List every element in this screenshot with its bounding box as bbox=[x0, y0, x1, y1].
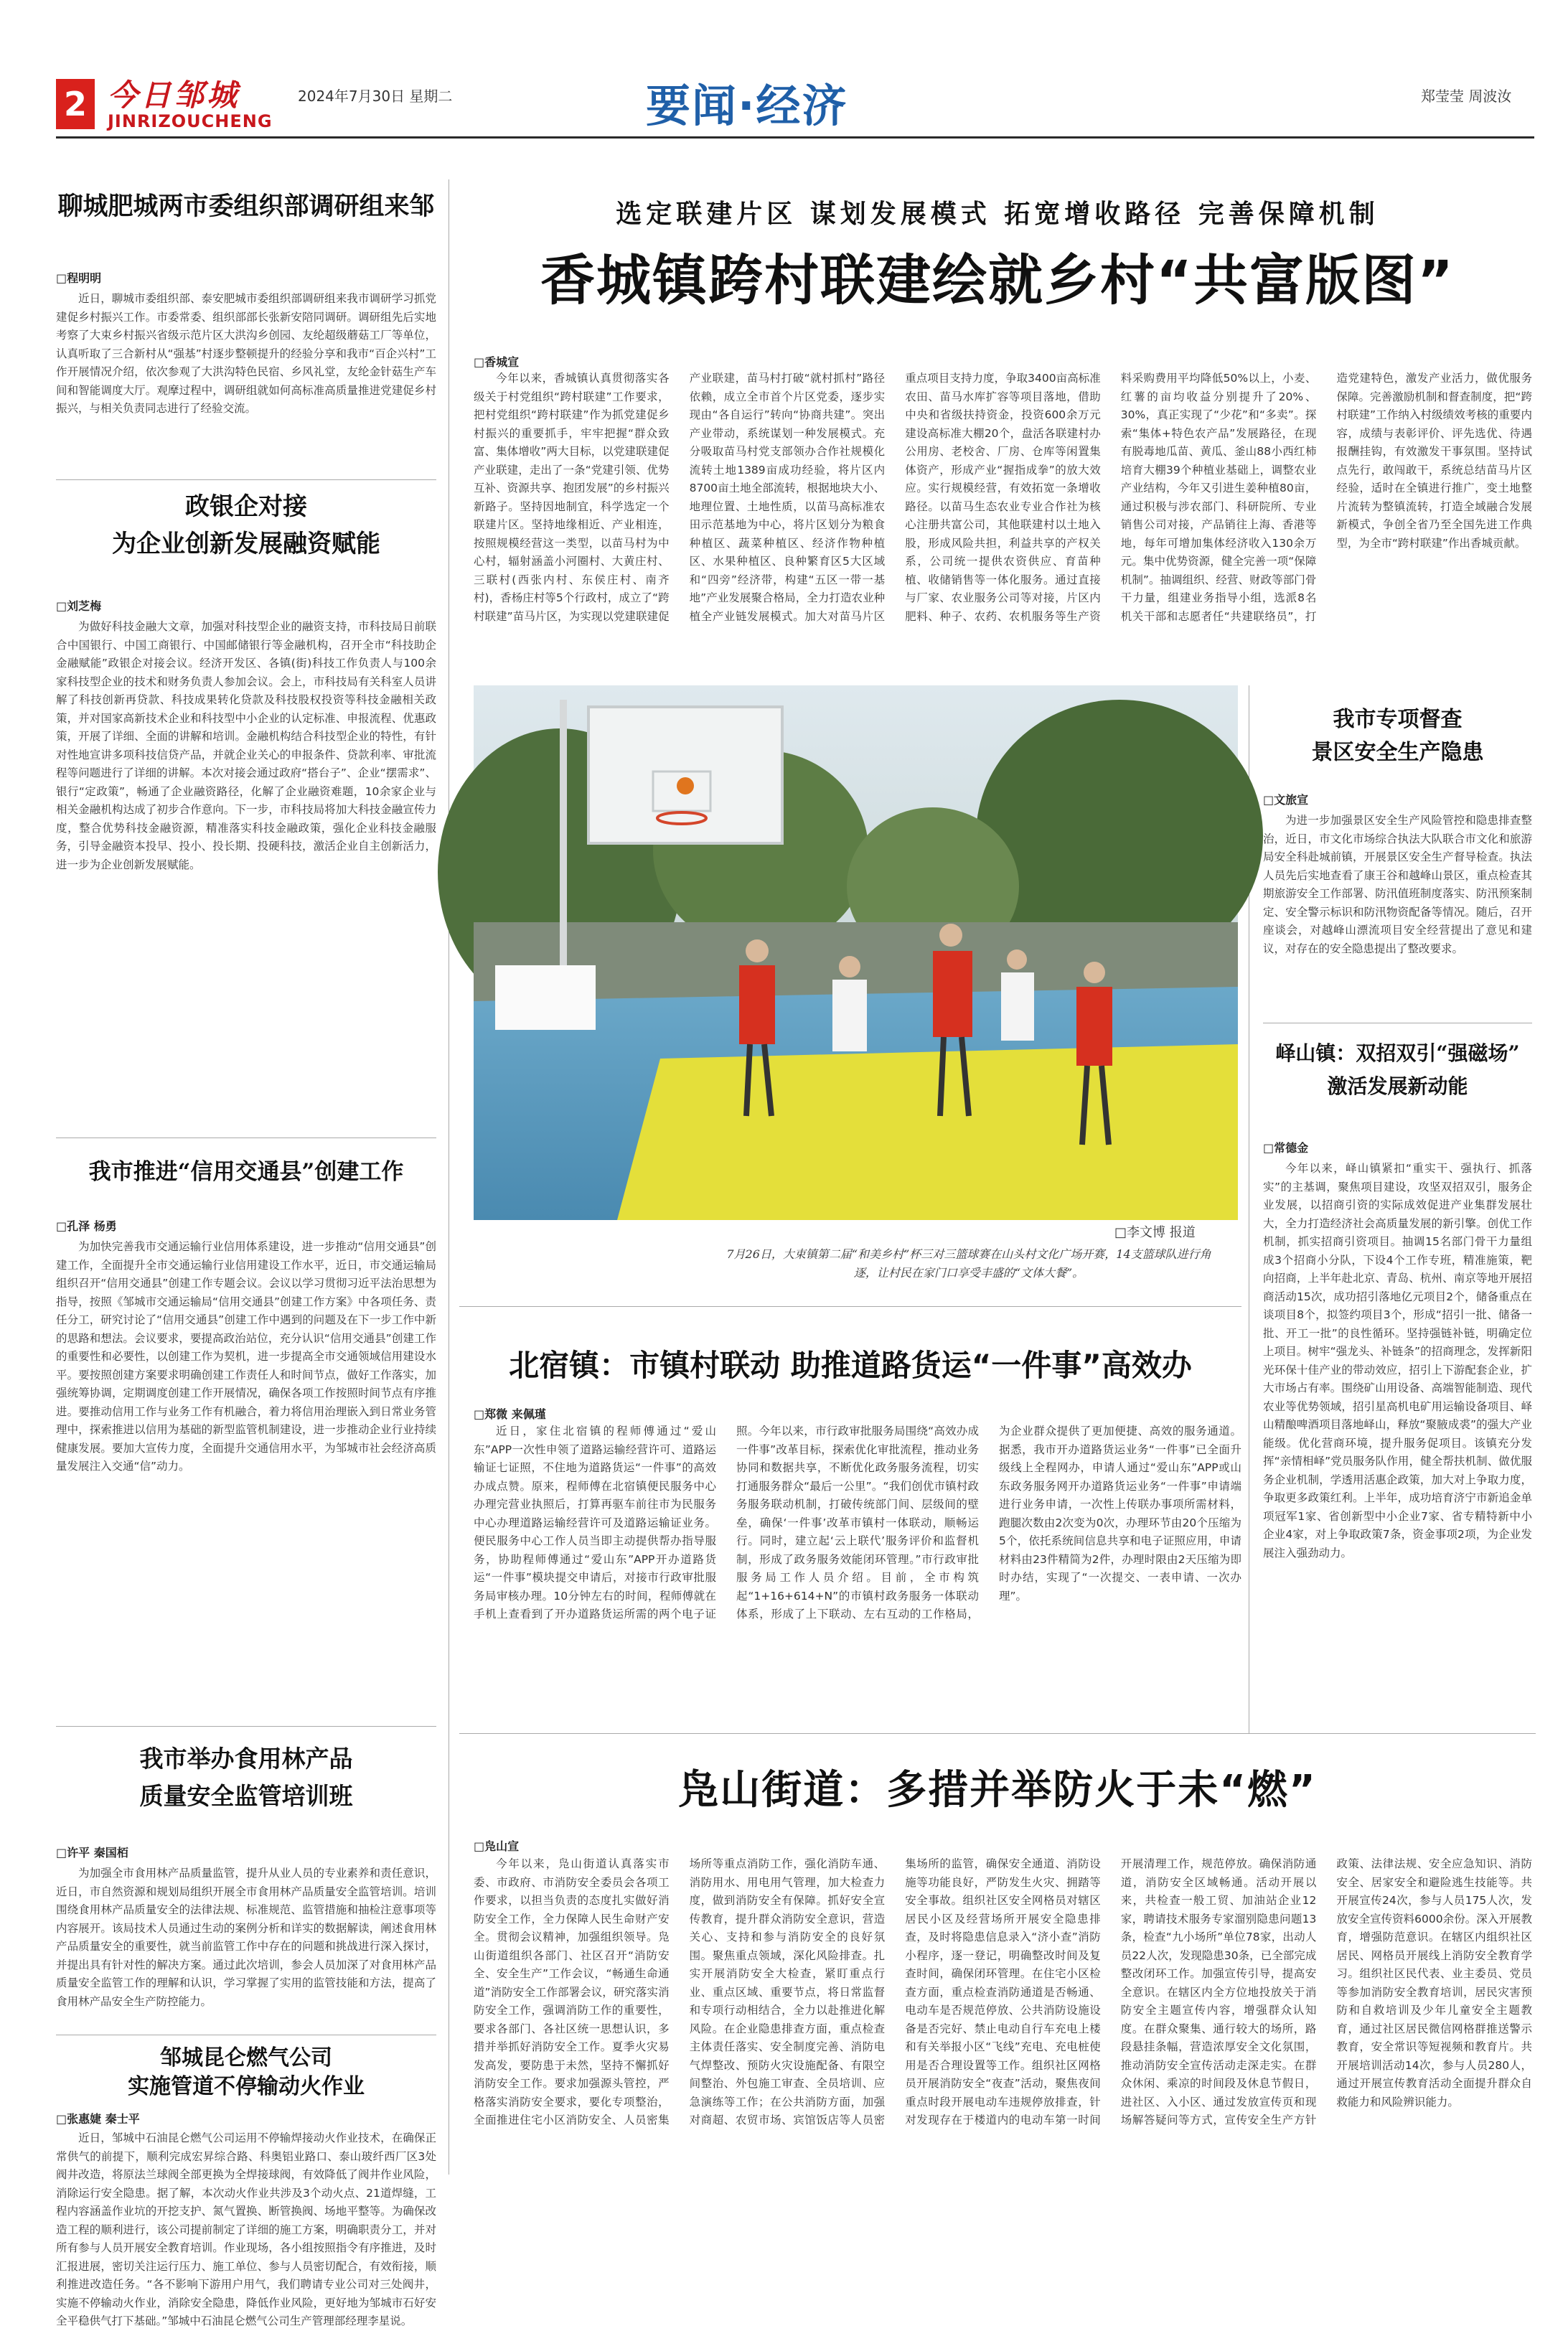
article-body: 近日，邹城中石油昆仑燃气公司运用不停输焊接动火作业技术，在确保正常供气的前提下，顺利完成宏昇综合路、科奥铝业路口、泰山玻纤西厂区3处阀井改造，将原法兰球阀全部更换为全焊接球阀，有效降低了阀井作业风险，消除运行安全隐患。据了解，本次动火作业共涉及3个动火点、21道焊缝，工程内容涵盖作业坑的开挖支护、氮气置换、断管换阀、场地平整等。为确保改造工程的顺利进行，该公司提前制定了详细的施工方案，明确职责分工，并对所有参与人员开展安全教育培训。作业现场，各小组按照指令有序推进，及时汇报进展，密切关注运行压力、施工单位、参与人员密切配合，有效衔接，顺利推进改造任务。“各不影响下游用户用气，我们聘请专业公司对三处阀井，实施不停输动火作业，消除安全隐患，降低作业风险，更好地为邹城市石好安全平稳供气打下基础。”邹城中石油昆仑燃气公司生产管理部经理李星说。 bbox=[56, 2131, 436, 2327]
beisu-body: 近日，家住北宿镇的程师傅通过“爱山东”APP一次性申领了道路运输经营许可、道路运输证七证照，不住地为道路货运“一件事”的高效办成点赞。原来，程师傅在北宿镇便民服务中心办理完营业执照后，打算再驱车前往市为民服务中心办理道路运输经营许可及道路运输证业务。便民服务中心工作人员当即主动提供帮办指导服务，协助程师傅通过“爱山东”APP开办道路货运“一件事”模块提交申请后，对接市行政审批服务局审核办理。10分钟左右的时间，程师傅就在手机上查看到了开办道路货运所需的两个电子证照。今年以来，市行政审批服务局围绕“高效办成一件事”改革目标，探索优化审批流程，推动业务协同和数据共享，不断优化政务服务流程，切实打通服务群众“最后一公里”。“我们创优市镇村政务服务联动机制，打破传统部门间、层级间的壁垒，确保‘一件事’改革市镇村一体联动，顺畅运行。同时，建立起‘云上联代’服务评价和监督机制，形成了政务服务效能闭环管理。”市行政审批服务局工作人员介绍。目前，全市构筑起“1+16+614+N”的市镇村政务服务一体联动体系，形成了上下联动、左右互动的工作格局，为企业群众提供了更加便捷、高效的服务通道。据悉，我市开办道路货运业务“一件事”已全面升级线上全程网办，申请人通过“爱山东”APP或山东政务服务网开办道路货运业务“一件事”申请端进行业务申请，一次性上传联办事项所需材料，跑腿次数由2次变为0次，办理环节由20个压缩为5个，依托系统间信息共享和电子证照应用，申请材料由23件精简为2件，办理时限由2天压缩为即时办结，实现了“一次提交、一表申请、一次办理”。 bbox=[474, 1425, 1241, 1621]
article-liaocheng bbox=[56, 190, 436, 489]
article-finance bbox=[56, 488, 436, 1092]
article-scenic-safety bbox=[1263, 703, 1532, 1052]
article-body: 近日，聊城市委组织部、泰安肥城市委组织部调研组来我市调研学习抓党建促乡村振兴工作。市委常委、组织部部长张新安陪同调研。调研组先后实地考察了大束乡村振兴省级示范片区大洪沟乡创园、友纶超级蘑菇工厂等单位，认真听取了三合新村从“强基”村逐步整顿提升的经验分享和我市“百企兴村”工作开展情况介绍，依次参观了大洪沟特色民宿、乡风礼堂，友纶金针菇生产车间和智能调度大厅。观摩过程中，调研组就如何高标准高质量推进党建促乡村振兴，与相关负责同志进行了经验交流。 bbox=[56, 292, 436, 415]
article-byline: □程明明 bbox=[56, 271, 102, 285]
photo-caption: 7月26日，大束镇第二届“和美乡村”杯三对三篮球赛在山头村文化广场开赛，14支篮球队进行角逐，让村民在家门口享受丰盛的“文体大餐”。 bbox=[726, 1247, 1211, 1280]
lead-kicker: 选定联建片区 谋划发展模式 拓宽增收路径 完善保障机制 bbox=[616, 199, 1379, 229]
article-credit-transport bbox=[56, 1155, 436, 1740]
article-body: 为加快完善我市交通运输行业信用体系建设，进一步推动“信用交通县”创建工作，全面提升全市交通运输行业信用建设工作水平，近日，市交通运输局组织召开“信用交通县”创建工作专题会议。会议以学习贯彻习近平法治思想为指导，按照《邹城市交通运输局“信用交通县”创建工作方案》中各项任务、责任分工，研究讨论了“信用交通县”创建工作中遇到的问题及在下一步工作中新的思路和想法。会议要求，要提高政治站位，充分认识“信用交通县”创建工作的重要性和必要性，以创建工作为契机，进一步提高全市交通领域信用建设水平。要按照创建方案要求明确创建工作责任人和时间节点，做好工作落实，加强统筹协调，定期调度创建工作开展情况，确保各项工作按照时间节点有序推进。要推动信用工作与业务工作有机融合，着力将信用治理嵌入到日常业务管理中，探索推进以信用为基础的新型监管机制建设，进一步推动企业行业持续健康发展。要加大宣传力度，全面提升交通信用水平，为邹城市社会经济高质量发展注入交通“信”动力。 bbox=[56, 1240, 436, 1473]
article-yishan bbox=[1263, 1037, 1532, 1727]
header-divider bbox=[56, 136, 1534, 139]
article-byline: □许平 秦国栢 bbox=[56, 1846, 128, 1859]
article-title: 我市推进“信用交通县”创建工作 bbox=[88, 1159, 404, 1185]
basketball-photo bbox=[474, 685, 1238, 1220]
editors: 郑莹莹 周波汝 bbox=[1421, 88, 1512, 105]
article-byline: □文旅宣 bbox=[1263, 793, 1309, 807]
fushan-title: 凫山街道：多措并举防火于未“燃” bbox=[678, 1767, 1317, 1814]
issue-date: 2024年7月30日 星期二 bbox=[298, 88, 453, 105]
article-body: 为加强全市食用林产品质量监管，提升从业人员的专业素养和责任意识，近日，市自然资源和规划局组织开展全市食用林产品质量安全监管培训。培训围绕食用林产品质量安全的法律法规、标准规范、监管措施和抽检注意事项等内容展开。该局技术人员通过生动的案例分析和详实的数据解读，阐述食用林产品质量安全的重要性，就当前监管工作中存在的问题和挑战进行深入探讨，并提出具有针对性的解决方案。通过此次培训，参会人员加深了对食用林产品质量安全监管工作的理解和认识，学习掌握了实用的监管技能和方法，提高了食用林产品安全生产防控能力。 bbox=[56, 1867, 436, 2008]
article-title: 政银企对接 为企业创新发展融资赋能 bbox=[112, 492, 380, 558]
article-body: 为进一步加强景区安全生产风险管控和隐患排查整治，近日，市文化市场综合执法大队联合市文化和旅游局安全科赴城前镇，开展景区安全生产督导检查。执法人员先后实地查看了康王谷和越峰山景区，重点检查其期旅游安全工作部署、防汛值班制度落实、防汛预案制定、安全警示标识和防汛物资配备等情况。随后，召开座谈会，对越峰山漂流项目安全经营提出了意见和建议，对存在的安全隐患提出了整改要求。 bbox=[1263, 814, 1532, 955]
article-byline: □张惠婕 秦士平 bbox=[56, 2112, 140, 2126]
page-number: 2 bbox=[56, 79, 95, 129]
lead-body: 今年以来，香城镇认真贯彻落实各级关于村党组织“跨村联建”工作要求，把村党组织“跨村联建”作为抓党建促乡村振兴的重要抓手，牢牢把握“群众致富、集体增收”两大目标，以党建联建促产业联建，走出了一条“党建引领、优势互补、资源共享、抱团发展”的乡村振兴新路子。坚持因地制宜，科学选定一个联建片区。坚持地缘相近、产业相连，按照规模经营这一类型，以苗马村为中心村，辐射涵盖小河圈村、大黄庄村、三联村(西张内村、东侯庄村、南齐村)，香杨庄村等5个行政村，成立了“跨村联建”苗马片区，为实现以党建联建促产业联建，苗马村打破“就村抓村”路径依赖，成立全市首个片区党委，逐步实现由“各自运行”转向“协商共建”。突出产业带动，系统谋划一种发展模式。充分吸取苗马村党支部领办合作社规模化流转土地1389亩成功经验，将片区内8700亩土地全部流转，根据地块大小、地理位置、土地性质，以苗马高标准农田示范基地为中心，将片区划分为粮食种植区、蔬菜种植区、经济作物种植区、水果种植区、良种繁育区5大区域和“四旁”经济带，构建“五区一带一基地”产业发展聚合格局，全力打造农业种植全产业链发展模式。加大对苗马片区重点项目支持力度，争取3400亩高标准农田、苗马水库扩容等项目落地，借助中央和省级扶持资金，投资600余万元建设高标准大棚20个，盘活各联建村办公用房、老校舍、厂房、仓库等闲置集体资产，形成产业“握指成拳”的放大效应。实行规模经营，有效拓宽一条增收路径。以苗马生态农业专业合作社为核心注册共富公司，其他联建村以土地入股，形成风险共担，利益共享的产权关系，公司统一提供农资供应、育苗种植、收储销售等一体化服务。通过直接与厂家、农业服务公司等对接，片区内肥料、种子、农药、农机服务等生产资料采购费用平均降低50%以上，小麦、红薯的亩均收益分别提升了20%、30%，真正实现了“少花”和“多卖”。探索“集体+特色农产品”发展路径，在现有脱毒地瓜苗、黄瓜、釜山88小西红柿培育大棚39个种植业基础上，调整农业产业结构，今年又引进生姜种植80亩，通过积极与涉农部门、科研院所、专业销售公司对接，产品销往上海、香港等地，每年可增加集体经济收入130余万元。集中优势资源，健全完善一项“保障机制”。抽调组织、经营、财政等部门骨干力量，组建业务指导小组，选派8名机关干部和志愿者任“共建联络员”，打造党建特色，激发产业活力，做优服务保障。完善激励机制和督查制度，把“跨村联建”工作纳入村级绩效考核的重要内容，成绩与表彰评价、评先选优、待遇报酬挂钩，有效激发干事氛围。坚持试点先行，敢闯敢干，系统总结苗马片区经验，适时在全镇进行推广，变土地整片流转为整镇流转，打造全域融合发展新模式，争创全省乃至全国先进工作典型，为全市“跨村联建”作出香城贡献。 bbox=[474, 372, 1532, 623]
newspaper-logo: 今日邹城 bbox=[108, 78, 240, 113]
article-title: 峄山镇：双招双引“强磁场” 激活发展新动能 bbox=[1275, 1041, 1520, 1098]
article-byline: □常德金 bbox=[1263, 1141, 1309, 1155]
basketball-scene-illustration bbox=[474, 685, 1238, 1220]
newspaper-logo-pinyin: JINRIZOUCHENG bbox=[108, 111, 273, 131]
lead-byline: □香城宣 bbox=[474, 355, 520, 369]
article-title: 邹城昆仑燃气公司 实施管道不停输动火作业 bbox=[128, 2045, 365, 2099]
article-byline: □刘芝梅 bbox=[56, 599, 102, 613]
article-forest-products bbox=[56, 1740, 436, 2080]
article-body: 今年以来，峄山镇紧扣“重实干、强执行、抓落实”的主基调，聚焦项目建设，攻坚双招双引，服务企业发展，以招商引资的实际成效促进产业集群发展壮大，全力打造经济社会高质量发展的新引擎。创优工作机制，抓实招商引资项目。抽调15名部门骨干力量组成3个招商小分队，下设4个工作专班，精准施策，靶向招商，上半年赴北京、青岛、杭州、南京等地开展招商活动15次，成功招引落地亿元项目2个，储备重点在谈项目8个，拟签约项目3个，形成“招引一批、储备一批、开工一批”的良性循环。坚持强链补链，明确定位上项目。树牢“强龙头、补链条”的招商理念，发挥新阳光环保十佳产业的带动效应，招引上下游配套企业，扩大市场占有率。围绕矿山用设备、高端智能制造、现代农业等优势领域，招引星高机电矿用运输设备项目、峄山精酿啤酒项目落地峄山，释放“聚腋成裘”的强大产业能级。优化营商环境，提升服务促项目。该镇充分发挥“亲情相峄”党员服务队作用，健全帮扶机制、做优服务企业机制，学透用活惠企政策，加大对上争取力度，争取更多政策红利。上半年，成功培育济宁市新追金单项冠军1家、省创新型中小企业7家、省专精特新中小企业4家，对上争取政策7条，资金事项2项，为企业发展注入强劲动力。 bbox=[1263, 1162, 1532, 1560]
lead-headline: 香城镇跨村联建绘就乡村“共富版图” bbox=[540, 248, 1455, 312]
article-title: 我市专项督查 景区安全生产隐患 bbox=[1311, 707, 1484, 765]
article-title: 聊城肥城两市委组织部调研组来邹 bbox=[57, 192, 435, 221]
article-body: 为做好科技金融大文章，加强对科技型企业的融资支持，市科技局日前联合中国银行、中国工商银行、中国邮储银行等金融机构，召开全市“科技助企 金融赋能”政银企对接会议。经济开发区、各镇(街)科技工作负责人与100余家科技型企业的技术和财务负责人参加会议。会上，市科技局有关科室人员讲解了科技创新再贷款、科技成果转化贷款及科技股权投资等科技金融相关政策，并对国家高新技术企业和科技型中小企业的认定标准、申报流程、优惠政策，开展了详细、全面的讲解和培训。金融机构结合科技型企业的特性，有针对性地宣讲多项科技信贷产品，并就企业关心的申报条件、贷款利率、审批流程等问题进行了详细的讲解。本次对接会通过政府“搭台子”、企业“摆需求”、银行“定政策”，畅通了企业融资路径，化解了企业融资难题，10余家企业与相关金融机构达成了初步合作意向。下一步，市科技局将加大科技金融宣传力度，整合优势科技金融资源，精准落实科技金融政策，强化企业科技金融服务，引导金融资本投早、投小、投长期、投硬科技，激活企业自主创新活力，进一步为企业创新发展赋能。 bbox=[56, 620, 436, 871]
beisu-byline: □郑微 来佩瑾 bbox=[474, 1407, 546, 1421]
fushan-byline: □凫山宣 bbox=[474, 1839, 520, 1853]
article-gas-company bbox=[56, 2044, 436, 2327]
beisu-title: 北宿镇：市镇村联动 助推道路货运“一件事”高效办 bbox=[509, 1348, 1192, 1383]
article-title: 我市举办食用林产品 质量安全监管培训班 bbox=[139, 1745, 353, 1810]
fushan-body: 今年以来，凫山街道认真落实市委、市政府、市消防安全委员会各项工作要求，以担当负责的态度扎实做好消防安全工作，全力保障人民生命财产安全。贯彻会议精神，加强组织领导。凫山街道组织各部门、社区召开“消防安全、安全生产”工作会议，“畅通生命通道”消防安全工作部署会议，研究落实消防安全工作，强调消防工作的重要性，要求各部门、各社区统一思想认识，多措并举抓好消防安全工作。夏季火灾易发高发，要防患于未然，坚持不懈抓好消防安全工作。要求加强源头管控，严格落实消防安全要求，要化专项整治，全面推进住宅小区消防安全、人员密集场所等重点消防工作，强化消防车通、消防用水、用电用气管理，加大检查力度，做到消防安全有保障。抓好安全宣传教育，提升群众消防安全意识，营造关心、支持和参与消防安全的良好氛围。聚焦重点领域，深化风险排查。扎实开展消防安全大检查，紧盯重点行业、重点区域、重要节点，将日常监督和专项行动相结合，全力以赴推进化解风险。在企业隐患排查方面，重点检查主体责任落实、安全制度完善、消防电气焊整改、预防火灾设施配备、有限空间整治、外包施工审查、全员培训、应急演练等工作；在公共消防方面，加强对商超、农贸市场、宾馆饭店等人员密集场所的监管，确保安全通道、消防设施等功能良好，严防发生火灾、拥踏等安全事故。组织社区安全网格员对辖区居民小区及经营场所开展安全隐患排查，及时将隐患信息录入“济小查”消防小程序，逐一登记，明确整改时间及复查时间，确保闭环管理。在住宅小区检查方面，重点检查消防通道是否畅通、电动车是否规范停放、公共消防设施设备是否完好、禁止电动自行车充电上楼和有关举报小区“飞线”充电、充电桩使用是否合理设置等工作。组织社区网格员开展消防安全“夜查”活动，聚焦夜间重点时段开展电动车违规停放排查，针对发现存在于楼道内的电动车第一时间开展清理工作，规范停放。确保消防通道，消防安全区域畅通。活动开展以来，共检查一般工贸、加油站企业12家，聘请技术服务专家溜别隐患问题13条，检查“九小场所”单位78家，出动人员22人次，发现隐患30条，已全部完成整改闭环工作。加强宣传引导，提高安全意识。在辖区内全方位地投放关于消防安全主题宣传内容，增强群众认知度。在群众聚集、通行较大的场所，路段悬挂条幅，营造浓厚安全文化氛围，推动消防安全宣传活动走深走实。在群众休闲、乘凉的时间段及休息节假日，进社区、入小区、通过发放宣传页和现场解答疑问等方式，宣传安全生产方针政策、法律法规、安全应急知识、消防安全、居家安全和避险逃生技能等。共开展宣传24次，参与人员175人次，发放安全宣传资料6000余份。深入开展教育，增强防范意识。在辖区内组织社区居民、网格员开展线上消防安全教育学习。组织社区民代表、业主委员、党员等参加消防安全教育培训，居民灾害预防和自救培训及少年儿童安全主题教育，通过社区居民微信网格群推送警示教育，安全常识等短视频和教育片。共开展培训活动14次，参与人员280人，通过开展宣传教育活动全面提升群众自救能力和风险辨识能力。 bbox=[474, 1857, 1532, 2126]
photo-credit: □李文博 报道 bbox=[1114, 1225, 1196, 1240]
article-byline: □孔泽 杨勇 bbox=[56, 1219, 117, 1233]
section-banner: 要闻·经济 bbox=[646, 80, 848, 132]
